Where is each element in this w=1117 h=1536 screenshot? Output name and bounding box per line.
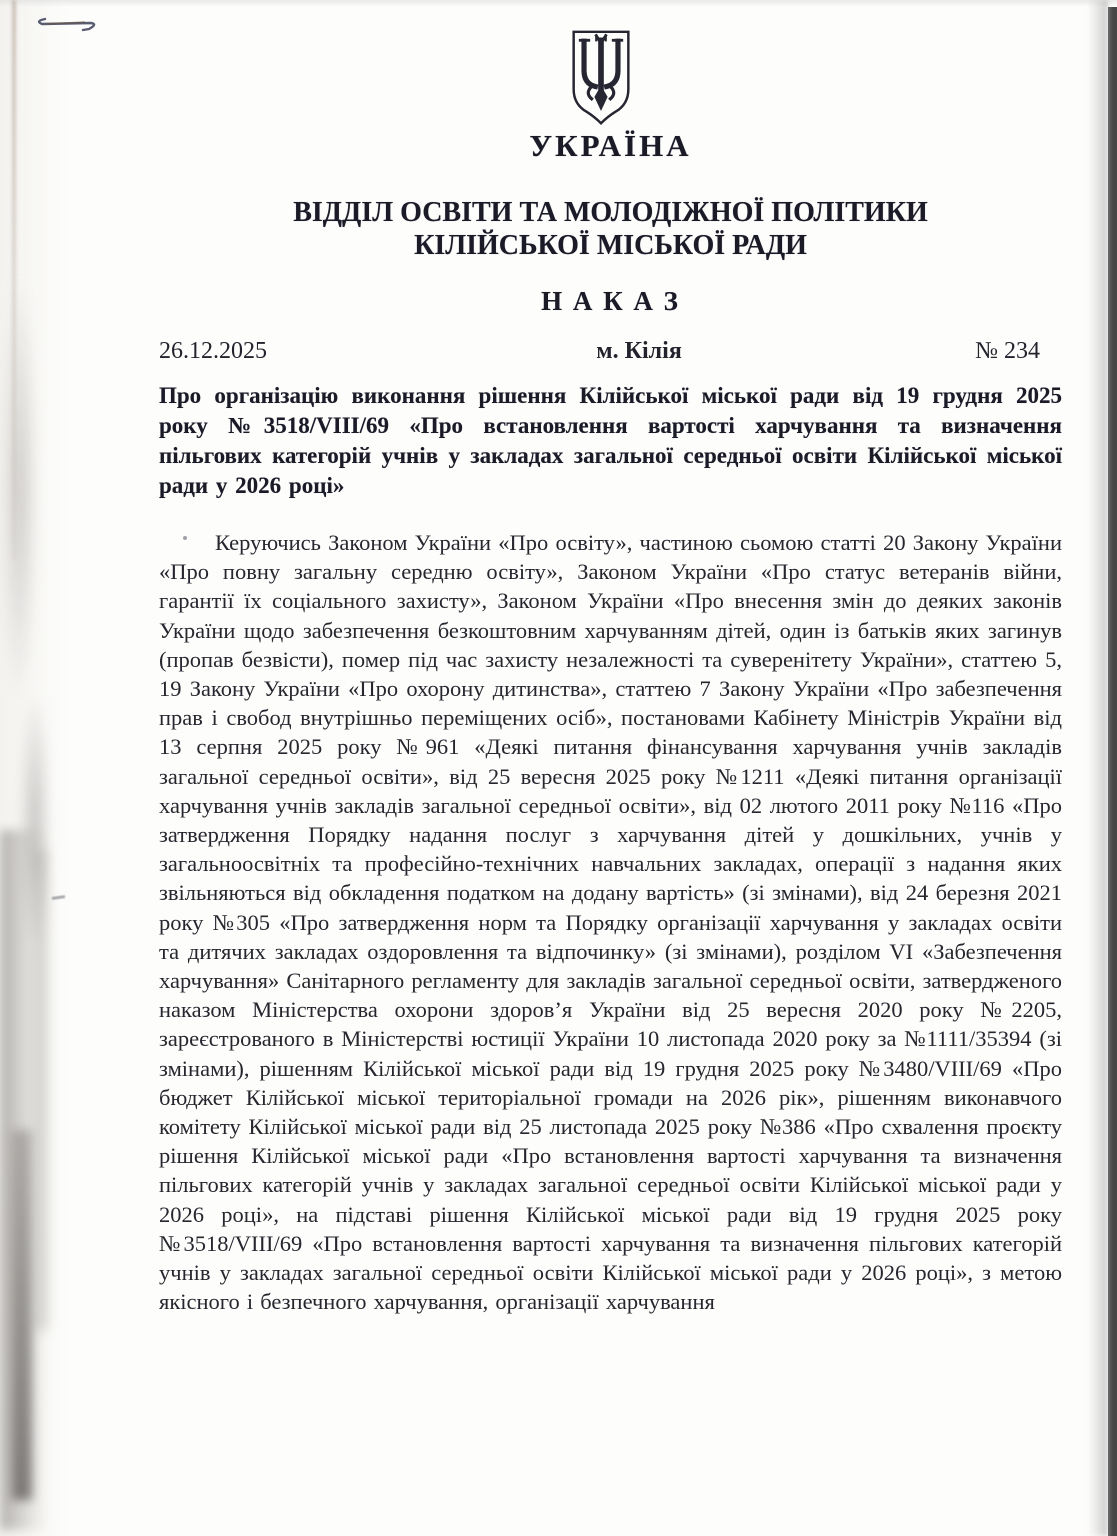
document-number: № 234 <box>975 338 1040 364</box>
scan-speck-2 <box>52 895 65 900</box>
organization-name <box>159 196 1062 262</box>
organization-name-line1: ВІДДІЛ ОСВІТИ ТА МОЛОДІЖНОЇ ПОЛІТИКИ <box>293 197 928 228</box>
scan-edge-right <box>1108 7 1117 1536</box>
pen-mark-icon <box>33 10 105 36</box>
document-content <box>159 0 1062 1316</box>
emblem-wrap <box>159 0 1062 130</box>
date-row <box>159 337 1062 365</box>
scan-shadow-right-soft <box>1088 0 1108 1536</box>
document-date: 26.12.2025 <box>159 338 267 364</box>
scan-streak-left-top <box>12 0 16 560</box>
country-title: УКРАЇНА <box>529 128 692 163</box>
scan-streak-left-2 <box>34 850 48 1330</box>
organization-name-line2: КІЛІЙСЬКОЇ МІСЬКОЇ РАДИ <box>414 230 807 261</box>
tryzub-emblem-icon <box>568 28 634 128</box>
scan-streak-left-lower <box>0 830 48 1530</box>
document-place: м. Кілія <box>596 338 682 364</box>
scan-smudge-left <box>20 690 50 950</box>
document-subject: Про організацію виконання рішення Кілійської міської ради від 19 грудня 2025 року №3518/VIII/69 «Про встановлення вартості харчування та визначення пільгових категорій учнів у закладах загальної середньої освіти Кілійської міської ради у 2026 році» <box>159 383 1062 498</box>
document-type-title: Н А К А З <box>541 286 680 316</box>
document-body: Керуючись Законом України «Про освіту», частиною сьомою статті 20 Закону України «Про повну загальну середню освіту», Законом України «Про статус ветеранів війни, гарантії їх соціального захисту», Законом України «Про внесення змін до деяких законів України щодо забезпечення безкоштовним харчуванням дітей, один із батьків яких загинув (пропав безвісти), помер під час захисту незалежності та суверенітету України», статтею 5, 19 Закону України «Про охорону дитинства», статтею 7 Закону України «Про забезпечення прав і свобод внутрішньо переміщених осіб», постановами Кабінету Міністрів України від 13 серпня 2025 року №961 «Деякі питання фінансування харчування учнів закладів загальної середньої освіти», від 25 вересня 2025 року №1211 «Деякі питання організації харчування учнів закладів загальної середньої освіти», від 02 лютого 2011 року №116 «Про затвердження Порядку надання послуг з харчування дітей у дошкільних, учнів у загальноосвітніх та професійно-технічних навчальних закладах, операції з надання яких звільняються від обкладення податком на додану вартість» (зі змінами), від 24 березня 2021 року №305 «Про затвердження норм та Порядку організації харчування у закладах освіти та дитячих закладах оздоровлення та відпочинку» (зі змінами), розділом VI «Забезпечення харчування» Санітарного регламенту для закладів загальної середньої освіти, затвердженого наказом Міністерства охорони здоров’я України від 25 вересня 2020 року №2205, зареєстрованого в Міністерстві юстиції України 10 листопада 2020 року за №1111/35394 (зі змінами), рішенням Кілійської міської ради від 19 грудня 2025 року №3480/VIII/69 «Про бюджет Кілійської міської територіальної громади на 2026 рік», рішенням виконавчого комітету Кілійської міської ради від 25 листопада 2025 року №386 «Про схвалення проєкту рішення Кілійської міської ради «Про встановлення вартості харчування та визначення пільгових категорій учнів у закладах загальної середньої освіти Кілійської міської ради у 2026 році», на підставі рішення Кілійської міської ради від 19 грудня 2025 року №3518/VIII/69 «Про встановлення вартості харчування та визначення пільгових категорій учнів у закладах загальної середньої освіти Кілійської міської ради у 2026 році», з метою якісного і безпечного харчування, організації харчування <box>159 530 1062 1315</box>
scan-streak-left-dark <box>12 1130 32 1500</box>
scan-streak-left-mid <box>4 270 38 710</box>
